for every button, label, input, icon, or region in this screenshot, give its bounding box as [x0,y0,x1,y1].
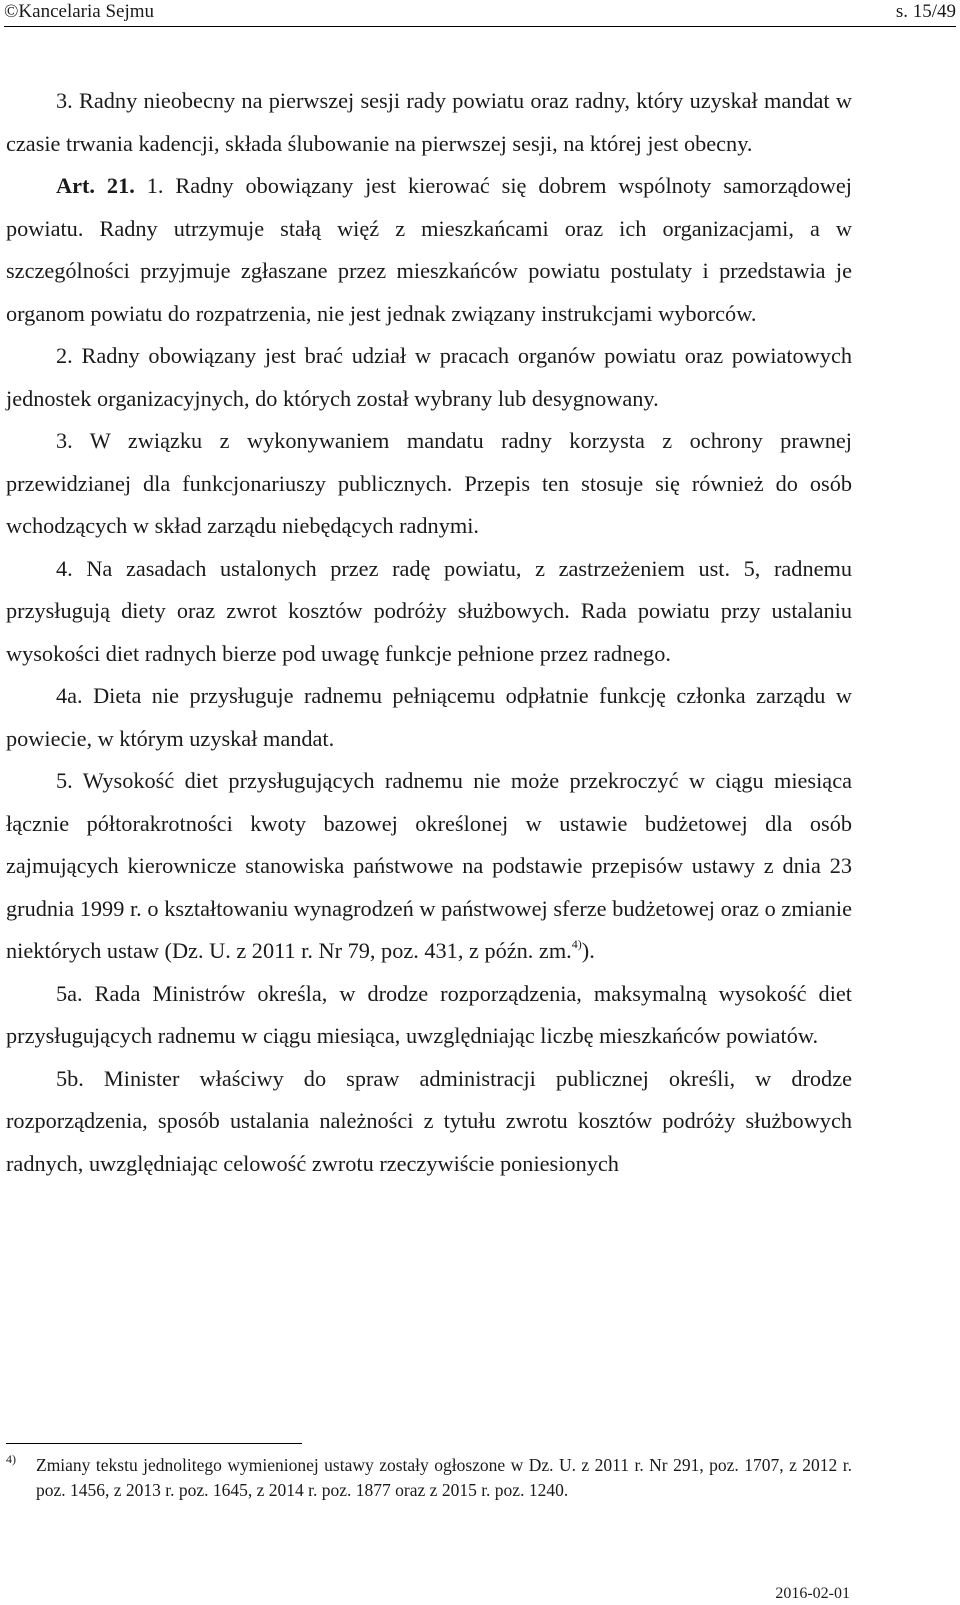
footnote-reference: 4) [571,937,582,951]
header-page-number: s. 15/49 [895,1,956,22]
footnote [6,1453,852,1503]
footnote-separator [6,1443,302,1444]
paragraph-article-21 [6,165,852,335]
paragraph: 5a. Rada Ministrów określa, w drodze rozporządzenia, maksymalną wysokość diet przysługujących radnemu w ciągu miesiąca, uwzględniając liczbę mieszkańców powiatów. [6,980,852,1048]
paragraph: 2. Radny obowiązany jest brać udział w pracach organów powiatu oraz powiatowych jednostek organizacyjnych, do których został wybrany lub desygnowany. [6,343,852,411]
paragraph-text: 5. Wysokość diet przysługujących radnemu nie może przekroczyć w ciągu miesiąca łącznie półtorakrotności kwoty bazowej określonej w ustawie budżetowej dla osób zajmujących kierownicze stanowiska państwowe na podstawie przepisów ustawy z dnia 23 grudnia 1999 r. o kształtowaniu wynagrodzeń w państwowej sferze budżetowej oraz o zmianie niektórych ustaw (Dz. U. z 2011 r. Nr 79, poz. 431, z późn. zm. [6,768,852,963]
footnote-mark: 4) [6,1452,16,1466]
article-label: Art. 21. [56,173,135,198]
footnote-text: Zmiany tekstu jednolitego wymienionej ustawy zostały ogłoszone w Dz. U. z 2011 r. Nr 291, poz. 1707, z 2012 r. poz. 1456, z 2013 r. poz. 1645, z 2014 r. poz. 1877 oraz z 2015 r. poz. 1240. [36,1455,852,1500]
page-header [4,0,956,27]
document-date: 2016-02-01 [775,1585,850,1602]
paragraph: 4. Na zasadach ustalonych przez radę powiatu, z zastrzeżeniem ust. 5, radnemu przysługują diety oraz zwrot kosztów podróży służbowych. Rada powiatu przy ustalaniu wysokości diet radnych bierze pod uwagę funkcje pełnione przez radnego. [6,555,852,666]
paragraph: 3. W związku z wykonywaniem mandatu radny korzysta z ochrony prawnej przewidzianej dla funkcjonariuszy publicznych. Przepis ten stosuje się również do osób wchodzących w skład zarządu niebędących radnymi. [6,428,852,538]
paragraph-text-end: ). [581,938,595,963]
header-source: ©Kancelaria Sejmu [4,1,155,22]
paragraph-text: 1. Radny obowiązany jest kierować się dobrem wspólnoty samorządowej powiatu. Radny utrzymuje stałą więź z mieszkańcami oraz ich organizacjami, a w szczególności przyjmuje zgłaszane przez mieszkańców powiatu postulaty i przedstawia je organom powiatu do rozpatrzenia, nie jest jednak związany instrukcjami wyborców. [6,173,852,326]
paragraph [6,760,852,973]
document-body [6,80,852,1185]
paragraph: 3. Radny nieobecny na pierwszej sesji rady powiatu oraz radny, który uzyskał mandat w czasie trwania kadencji, składa ślubowanie na pierwszej sesji, na której jest obecny. [6,88,852,156]
paragraph: 5b. Minister właściwy do spraw administracji publicznej określi, w drodze rozporządzenia, sposób ustalania należności z tytułu zwrotu kosztów podróży służbowych radnych, uwzględniając celowość zwrotu rzeczywiście poniesionych [6,1065,852,1176]
paragraph: 4a. Dieta nie przysługuje radnemu pełniącemu odpłatnie funkcję członka zarządu w powiecie, w którym uzyskał mandat. [6,683,852,751]
